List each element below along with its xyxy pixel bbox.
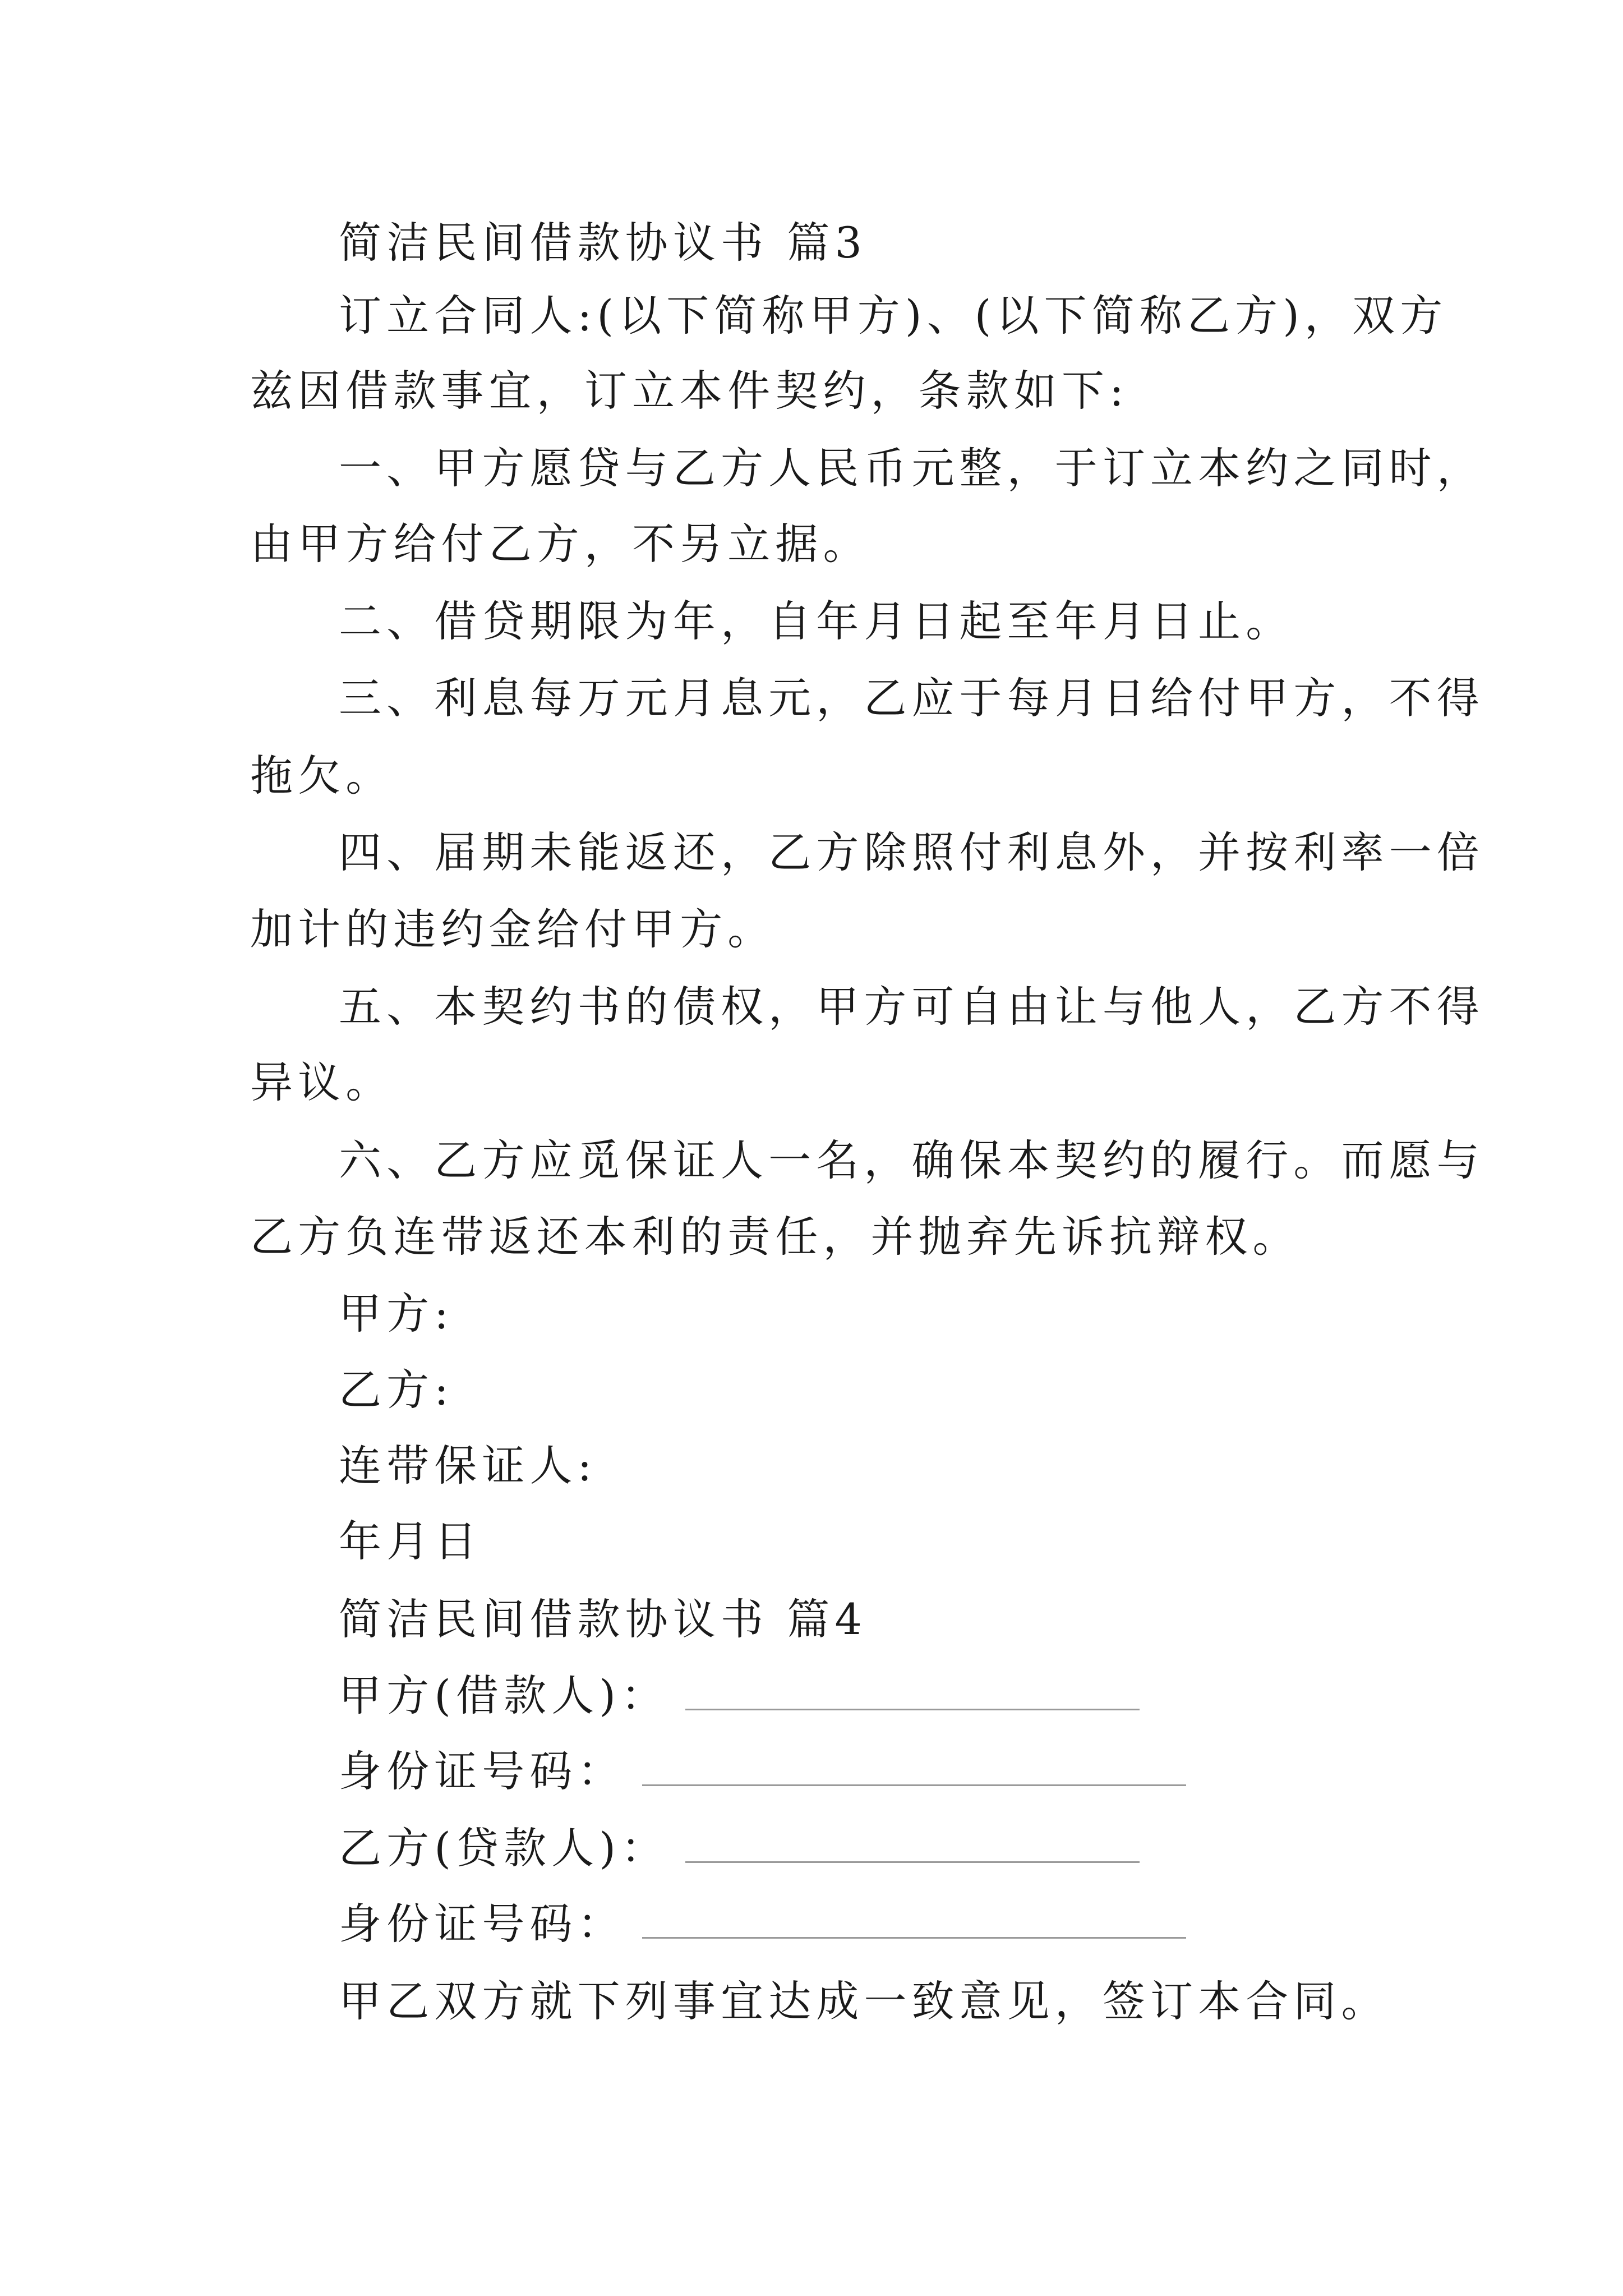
intro-line-2: 兹因借款事宜，订立本件契约，条款如下:: [250, 366, 1129, 416]
agreement-statement: 甲乙双方就下列事宜达成一致意见，签订本合同。: [339, 1976, 1389, 2026]
signature-date: 年月日: [339, 1516, 482, 1566]
clause1-line-1: 一、甲方愿贷与乙方人民币元整，于订立本约之同时，: [339, 443, 1484, 493]
party-b-id-label: 身份证号码：: [339, 1899, 625, 1949]
party-b-label: 乙方(贷款人)：: [339, 1823, 669, 1873]
party-a-row: [339, 1668, 1140, 1724]
party-a-id-label: 身份证号码：: [339, 1746, 625, 1796]
clause5-line-2: 异议。: [250, 1057, 394, 1107]
signature-party-a: 甲方:: [339, 1289, 454, 1338]
party-b-fill-line[interactable]: [685, 1828, 1140, 1863]
section4-title: 简洁民间借款协议书 篇4: [339, 1594, 867, 1644]
clause6-line-2: 乙方负连带返还本利的责任，并抛弃先诉抗辩权。: [250, 1212, 1301, 1262]
party-b-row: [339, 1820, 1140, 1876]
clause2-line-1: 二、借贷期限为年，自年月日起至年月日止。: [339, 596, 1294, 646]
clause3-line-2: 拖欠。: [250, 751, 394, 800]
clause4-line-1: 四、届期未能返还，乙方除照付利息外，并按利率一倍: [339, 827, 1484, 877]
clause1-line-2: 由甲方给付乙方，不另立据。: [250, 519, 871, 569]
party-a-label: 甲方(借款人)：: [339, 1671, 669, 1720]
intro-line-1: 订立合同人:(以下简称甲方)、(以下简称乙方)，双方: [339, 291, 1448, 341]
clause4-line-2: 加计的违约金给付甲方。: [250, 904, 776, 954]
clause6-line-1: 六、乙方应觅保证人一名，确保本契约的履行。而愿与: [339, 1135, 1484, 1185]
party-a-id-row: [339, 1743, 1186, 1800]
section3-title: 简洁民间借款协议书 篇3: [339, 218, 867, 268]
party-b-id-row: [339, 1896, 1186, 1952]
signature-guarantor: 连带保证人:: [339, 1441, 597, 1490]
clause5-line-1: 五、本契约书的债权，甲方可自由让与他人，乙方不得: [339, 982, 1484, 1032]
signature-party-b: 乙方:: [339, 1365, 454, 1415]
clause3-line-1: 三、利息每万元月息元，乙应于每月日给付甲方，不得: [339, 673, 1484, 723]
party-a-id-fill-line[interactable]: [642, 1751, 1186, 1786]
party-b-id-fill-line[interactable]: [642, 1903, 1186, 1939]
party-a-fill-line[interactable]: [685, 1675, 1140, 1710]
